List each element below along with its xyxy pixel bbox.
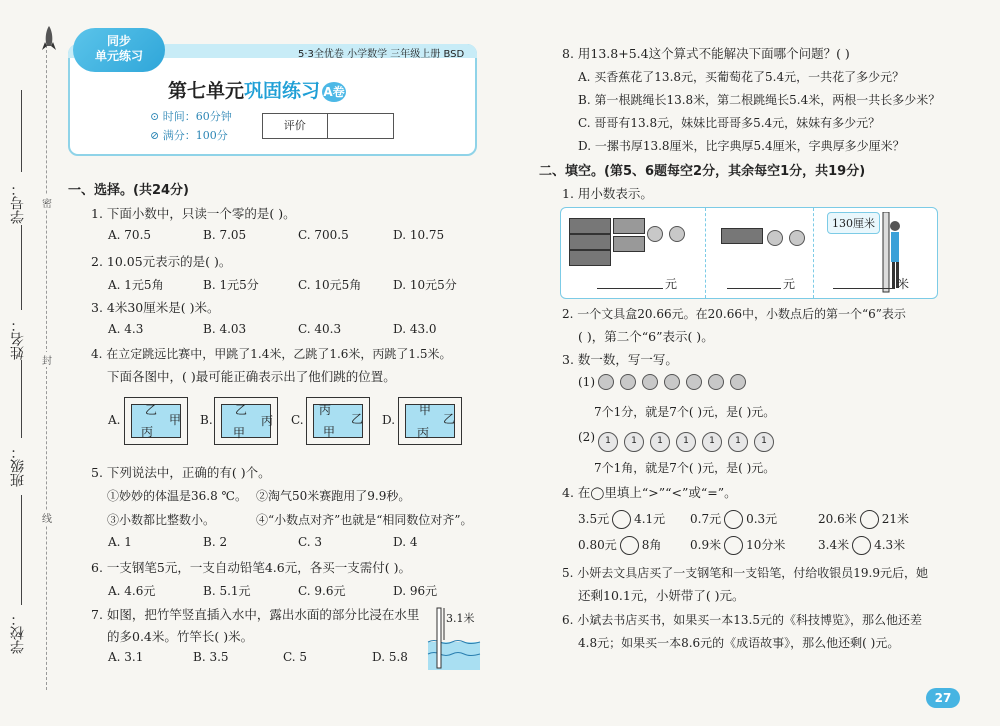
evaluation-field[interactable]	[328, 114, 394, 138]
q3-option-c: C. 40.3	[298, 322, 342, 336]
q7-option-c: C. 5	[283, 650, 308, 664]
q1-option-b: B. 7.05	[203, 228, 247, 242]
clock-icon: ⊙	[150, 110, 163, 123]
f5-text-line1: 5. 小妍去文具店买了一支钢笔和一支铅笔，付给收银员19.9元后，她	[562, 566, 928, 580]
q5-statement4: ④“小数点对齐”也就是“相同数位对齐”。	[256, 513, 473, 527]
answer-blank-2[interactable]	[727, 276, 781, 289]
q5-statement3: ③小数都比整数小。	[107, 513, 216, 527]
pool-a-yi: 乙	[145, 403, 158, 417]
q7-option-a: A. 3.1	[108, 650, 144, 664]
coin-icon	[669, 226, 685, 242]
pool-c-jia: 甲	[323, 425, 336, 439]
q4-label-c: C.	[291, 413, 304, 427]
compare-circle[interactable]	[724, 510, 743, 529]
banknote-icon	[569, 250, 611, 266]
q4-label-b: B.	[200, 413, 213, 427]
banknote-icon	[569, 234, 611, 250]
q1-option-a: A. 70.5	[108, 228, 152, 242]
pool-diagram-a	[124, 397, 188, 445]
cut-word-mi: 密	[42, 195, 52, 210]
q2-option-b: B. 1元5分	[203, 278, 259, 292]
q8-option-b: B. 第一根跳绳长13.8米，第二根跳绳长5.4米，两根一共长多少米？	[578, 93, 941, 107]
unit-yuan-2: 元	[783, 277, 796, 291]
coin-icon	[708, 374, 724, 390]
pool-b-jia: 甲	[233, 426, 246, 440]
q8-text: 8. 用13.8+5.4这个算式不能解决下面哪个问题？( )	[562, 46, 850, 61]
f3-part1-line: 7个1分，就是7个( )元，是( )元。	[594, 405, 776, 419]
q4-label-d: D.	[382, 413, 396, 427]
coin-icon: 1	[728, 432, 748, 452]
coin-icon: 1	[754, 432, 774, 452]
q4-label-a: A.	[108, 413, 121, 427]
cut-word-feng: 封	[42, 352, 52, 367]
q5-option-c: C. 3	[298, 535, 323, 549]
school-label: 学校：	[10, 612, 26, 654]
f4-row1-item2	[690, 510, 777, 529]
class-line	[21, 360, 23, 438]
time-info	[150, 108, 232, 124]
sync-unit-badge	[73, 28, 165, 72]
q6-option-d: D. 96元	[393, 584, 438, 598]
q5-option-d: D. 4	[393, 535, 418, 549]
name-line	[21, 225, 23, 310]
q6-option-b: B. 5.1元	[203, 584, 251, 598]
f4-row2-item3	[818, 536, 905, 555]
unit-yuan-1: 元	[665, 277, 678, 291]
q3-text: 3. 4米30厘米是( )米。	[91, 300, 220, 315]
f3-part2-label: (2)	[578, 430, 595, 444]
f6-text-line2: 4.8元；如果买一本8.6元的《成语故事》，那么他还剩( )元。	[578, 636, 900, 650]
q7-option-b: B. 3.5	[193, 650, 229, 664]
banknote-icon	[569, 218, 611, 234]
f4-r1-left1: 3.5元	[578, 512, 610, 526]
q6-text: 6. 一支钢笔5元，一支自动铅笔4.6元，各买一支需付( )。	[91, 560, 411, 575]
f2-text-line2: ( )，第二个“6”表示( )。	[578, 329, 714, 344]
q6-option-a: A. 4.6元	[108, 584, 156, 598]
f4-row2-item2	[690, 536, 785, 555]
coin-icon: 1	[624, 432, 644, 452]
q6-option-c: C. 9.6元	[298, 584, 346, 598]
unit-meter: 米	[897, 277, 910, 291]
pool-d-yi: 乙	[443, 412, 456, 426]
f3-text: 3. 数一数，写一写。	[562, 352, 678, 367]
pool-a-bing: 丙	[141, 425, 154, 439]
coin-icon: 1	[598, 432, 618, 452]
coin-icon	[664, 374, 680, 390]
q7-option-d: D. 5.8	[372, 650, 408, 664]
coin-icon	[730, 374, 746, 390]
pool-diagram-b	[214, 397, 278, 445]
pool-d-bing: 丙	[417, 426, 430, 440]
q8-option-d: D. 一摞书厚13.8厘米，比字典厚5.4厘米，字典厚多少厘米？	[578, 139, 905, 153]
q4-text-line1: 4. 在立定跳远比赛中，甲跳了1.4米，乙跳了1.6米，丙跳了1.5米。	[91, 347, 452, 361]
f4-r2-right2: 10分米	[746, 538, 786, 552]
f4-row2-item1	[578, 536, 661, 555]
school-line	[21, 495, 23, 605]
f4-r1-left3: 20.6米	[818, 512, 857, 526]
q2-text: 2. 10.05元表示的是( )。	[91, 254, 232, 269]
f4-text: 4. 在◯里填上“>”“<”或“=”。	[562, 485, 737, 500]
series-line: 5·3全优卷 小学数学 三年级上册 BSD	[298, 49, 465, 60]
f3-part1-label: (1)	[578, 375, 595, 389]
coin-icon	[642, 374, 658, 390]
coin-icon	[767, 230, 783, 246]
pool-b-yi: 乙	[235, 403, 248, 417]
compare-circle[interactable]	[724, 536, 743, 555]
class-label: 班级：	[10, 445, 26, 487]
pool-diagram-c	[306, 397, 370, 445]
f4-row1-item1	[578, 510, 665, 529]
frame-divider-2	[813, 208, 814, 298]
coin-icon	[620, 374, 636, 390]
coin-group-1	[647, 226, 691, 246]
q2-option-a: A. 1元5角	[108, 278, 164, 292]
q5-text: 5. 下列说法中，正确的有( )个。	[91, 465, 271, 480]
student-number-line	[21, 90, 23, 172]
evaluation-box	[262, 113, 394, 139]
f4-r2-left2: 0.9米	[690, 538, 722, 552]
q1-option-d: D. 10.75	[393, 228, 445, 242]
f5-text-line2: 还剩10.1元，小妍带了( )元。	[578, 588, 745, 603]
banknote-icon	[613, 236, 645, 252]
pool-c-bing: 丙	[319, 403, 332, 417]
rocket-icon	[42, 26, 56, 52]
name-label: 姓名：	[10, 318, 26, 360]
score-text: 满分：100分	[162, 129, 228, 142]
q3-option-d: D. 43.0	[393, 322, 437, 336]
f6-text-line1: 6. 小斌去书店买书，如果买一本13.5元的《科技博览》，那么他还差	[562, 613, 922, 627]
page-number: 27	[926, 688, 960, 708]
compare-circle[interactable]	[620, 536, 639, 555]
q8-option-a: A. 买香蕉花了13.8元，买葡萄花了5.4元，一共花了多少元？	[578, 70, 905, 84]
coin-icon: 1	[676, 432, 696, 452]
f2-text-line1: 2. 一个文具盒20.66元。在20.66中，小数点后的第一个“6”表示	[562, 307, 906, 321]
pool-c-yi: 乙	[351, 412, 364, 426]
coin-group-2	[767, 230, 811, 250]
f1-text: 1. 用小数表示。	[562, 186, 653, 201]
q5-statement1: ①妙妙的体温是36.8 ℃。	[107, 489, 247, 503]
one-fen-coins	[598, 374, 752, 394]
badge-line1: 同步	[106, 34, 131, 48]
q1-text: 1. 下面小数中，只读一个零的是( )。	[91, 206, 296, 221]
answer-blank-3[interactable]	[833, 276, 895, 289]
one-jiao-coins	[598, 428, 780, 452]
q4-text-line2: 下面各图中，( )最可能正确表示出了他们跳的位置。	[107, 369, 396, 384]
pool-d-jia: 甲	[419, 403, 432, 417]
coin-icon	[686, 374, 702, 390]
q8-option-c: C. 哥哥有13.8元，妹妹比哥哥多5.4元，妹妹有多少元？	[578, 116, 881, 130]
badge-line2: 单元练习	[94, 49, 143, 63]
pool-b-bing: 丙	[261, 414, 274, 428]
banknote-icon	[613, 218, 645, 234]
title-highlight: 巩固练习	[244, 80, 321, 102]
q5-option-a: A. 1	[108, 535, 132, 549]
coin-icon: 1	[702, 432, 722, 452]
f4-r2-left3: 3.4米	[818, 538, 850, 552]
answer-blank-1[interactable]	[597, 276, 663, 289]
q3-option-a: A. 4.3	[108, 322, 144, 336]
q7-text-line2: 的多0.4米。竹竿长( )米。	[107, 629, 254, 644]
compare-circle[interactable]	[612, 510, 631, 529]
f4-r2-left1: 0.80元	[578, 538, 617, 552]
coin-icon	[598, 374, 614, 390]
evaluation-label: 评价	[263, 114, 328, 138]
coin-icon	[647, 226, 663, 242]
q3-option-b: B. 4.03	[203, 322, 247, 336]
student-number-label: 学号：	[10, 182, 26, 224]
banknote-icon	[721, 228, 763, 244]
f4-r1-left2: 0.7元	[690, 512, 722, 526]
title-prefix: 第七单元	[168, 80, 245, 102]
q5-statement2: ②淘气50米赛跑用了9.9秒。	[256, 489, 411, 503]
f4-r2-right3: 4.3米	[874, 538, 906, 552]
f3-part2-line: 7个1角，就是7个( )元，是( )元。	[594, 461, 776, 475]
q7-text-line1: 7. 如图，把竹竿竖直插入水中，露出水面的部分比浸在水里	[91, 607, 420, 622]
time-text: 时间：60分钟	[162, 110, 232, 123]
coin-icon: 1	[650, 432, 670, 452]
cut-word-xian: 线	[42, 510, 52, 525]
section1-title: 一、选择。(共24分)	[68, 183, 189, 198]
f4-r2-right1: 8角	[641, 538, 662, 552]
f4-row1-item3	[818, 510, 909, 529]
section2-title: 二、填空。(第5、6题每空2分，其余每空1分，共19分)	[539, 164, 866, 179]
coin-icon	[789, 230, 805, 246]
q2-option-d: D. 10元5分	[393, 278, 457, 292]
score-info	[150, 127, 228, 143]
compare-circle[interactable]	[852, 536, 871, 555]
f4-r1-right3: 21米	[881, 512, 910, 526]
f4-r1-right1: 4.1元	[634, 512, 666, 526]
pool-diagram-d	[398, 397, 462, 445]
compare-circle[interactable]	[860, 510, 879, 529]
page-title	[168, 76, 346, 103]
pool-a-jia: 甲	[169, 413, 182, 427]
f4-r1-right2: 0.3元	[746, 512, 778, 526]
pole-length-label: 3.1米	[446, 612, 475, 625]
height-label: 130厘米	[827, 212, 880, 234]
frame-divider-1	[705, 208, 706, 298]
q5-option-b: B. 2	[203, 535, 228, 549]
q2-option-c: C. 10元5角	[298, 278, 362, 292]
check-icon: ⊘	[150, 129, 163, 142]
q1-option-c: C. 700.5	[298, 228, 349, 242]
version-badge: A卷	[322, 82, 346, 102]
money-length-frame	[560, 207, 938, 299]
